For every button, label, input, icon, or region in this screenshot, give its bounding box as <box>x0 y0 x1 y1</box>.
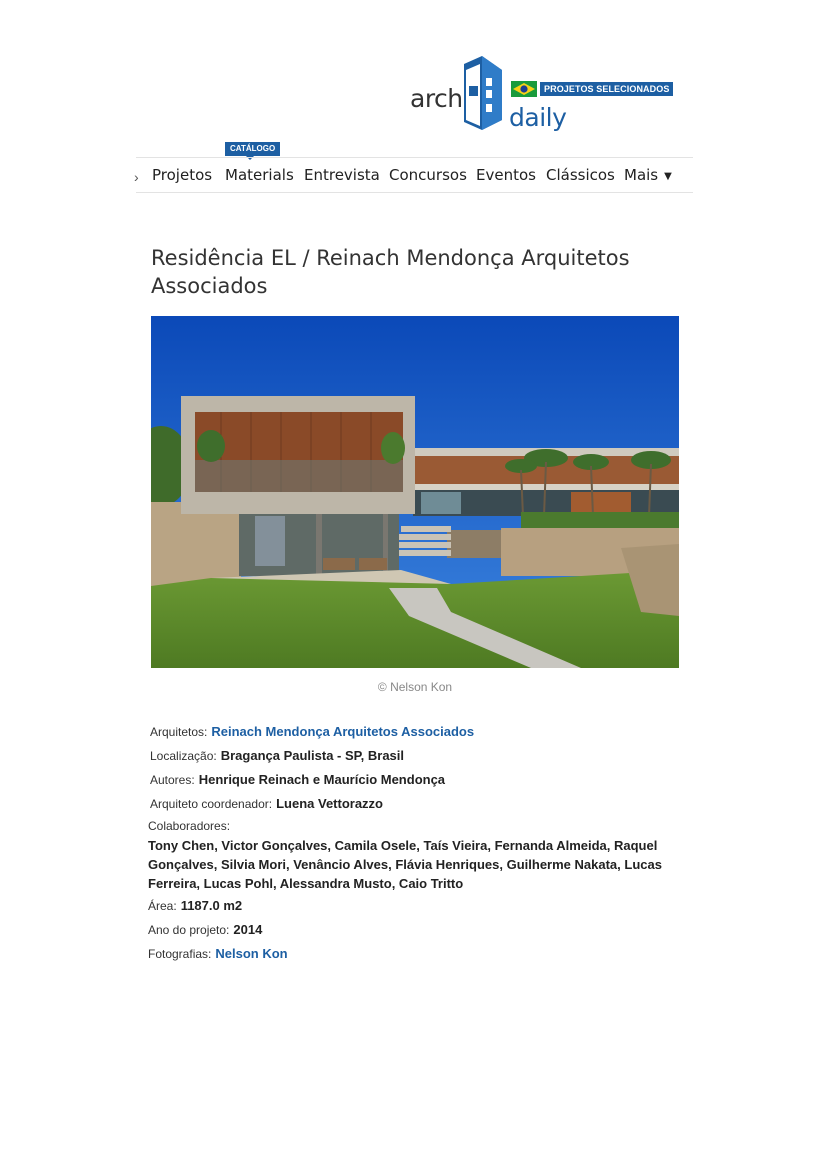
nav-item-entrevista[interactable]: Entrevista <box>304 166 380 184</box>
spec-location-value: Bragança Paulista - SP, Brasil <box>220 748 405 763</box>
logo-word-arch: arch <box>410 84 463 113</box>
nav-item-mais[interactable] <box>624 166 672 184</box>
article-title: Residência EL / Reinach Mendonça Arquitetos Associados <box>151 246 630 298</box>
nav-item-classicos[interactable]: Clássicos <box>546 166 615 184</box>
spec-collaborators-value: Tony Chen, Victor Gonçalves, Camila Osele, Taís Vieira, Fernanda Almeida, Raquel Gonçalves, Silvia Mori, Venâncio Alves, Flávia Henriques, Guilherme Nakata, Lucas Ferreira, Lucas Pohl, Alessandra Musto, Caio Tritto <box>148 838 662 891</box>
nav-edge-marker: › <box>134 169 139 185</box>
spec-year <box>148 922 262 937</box>
nav-item-projetos[interactable]: Projetos <box>152 166 213 184</box>
spec-architects-label: Arquitetos: <box>150 725 208 739</box>
spec-location-label: Localização: <box>150 749 217 763</box>
spec-authors-value: Henrique Reinach e Maurício Mendonça <box>198 772 446 787</box>
photographer-link[interactable]: Nelson Kon <box>215 946 288 961</box>
spec-photos <box>148 946 288 961</box>
spec-authors-label: Autores: <box>150 773 195 787</box>
main-nav <box>136 157 693 193</box>
nav-item-concursos[interactable]: Concursos <box>389 166 467 184</box>
project-photo-illustration <box>151 316 679 668</box>
spec-authors <box>150 772 445 787</box>
spec-year-label: Ano do projeto: <box>148 923 230 937</box>
archdaily-logo[interactable] <box>408 56 678 136</box>
spec-coordinator-label: Arquiteto coordenador: <box>150 797 273 811</box>
spec-location <box>150 748 404 763</box>
spec-area-label: Área: <box>148 899 177 913</box>
brazil-flag-icon <box>511 81 537 97</box>
nav-item-eventos[interactable]: Eventos <box>476 166 536 184</box>
spec-year-value: 2014 <box>233 922 263 937</box>
catalog-tag[interactable]: CATÁLOGO <box>225 142 280 156</box>
projetos-selecionados-badge: PROJETOS SELECIONADOS <box>540 82 673 96</box>
spec-photos-label: Fotografias: <box>148 947 212 961</box>
logo-house-icon <box>460 56 508 132</box>
spec-coordinator-value: Luena Vettorazzo <box>276 796 384 811</box>
spec-collaborators-label: Colaboradores: <box>148 819 231 833</box>
photo-credit: © Nelson Kon <box>377 680 453 694</box>
architects-link[interactable]: Reinach Mendonça Arquitetos Associados <box>211 724 475 739</box>
spec-coordinator <box>150 796 383 811</box>
nav-item-materials[interactable]: Materials <box>225 166 294 184</box>
project-photo[interactable] <box>151 316 679 668</box>
spec-architects <box>150 724 474 739</box>
spec-area-value: 1187.0 m2 <box>180 898 243 913</box>
caret-down-icon: ▼ <box>664 171 672 182</box>
logo-word-daily: daily <box>509 103 567 132</box>
nav-item-mais-label: Mais <box>624 166 659 184</box>
spec-area <box>148 898 242 913</box>
